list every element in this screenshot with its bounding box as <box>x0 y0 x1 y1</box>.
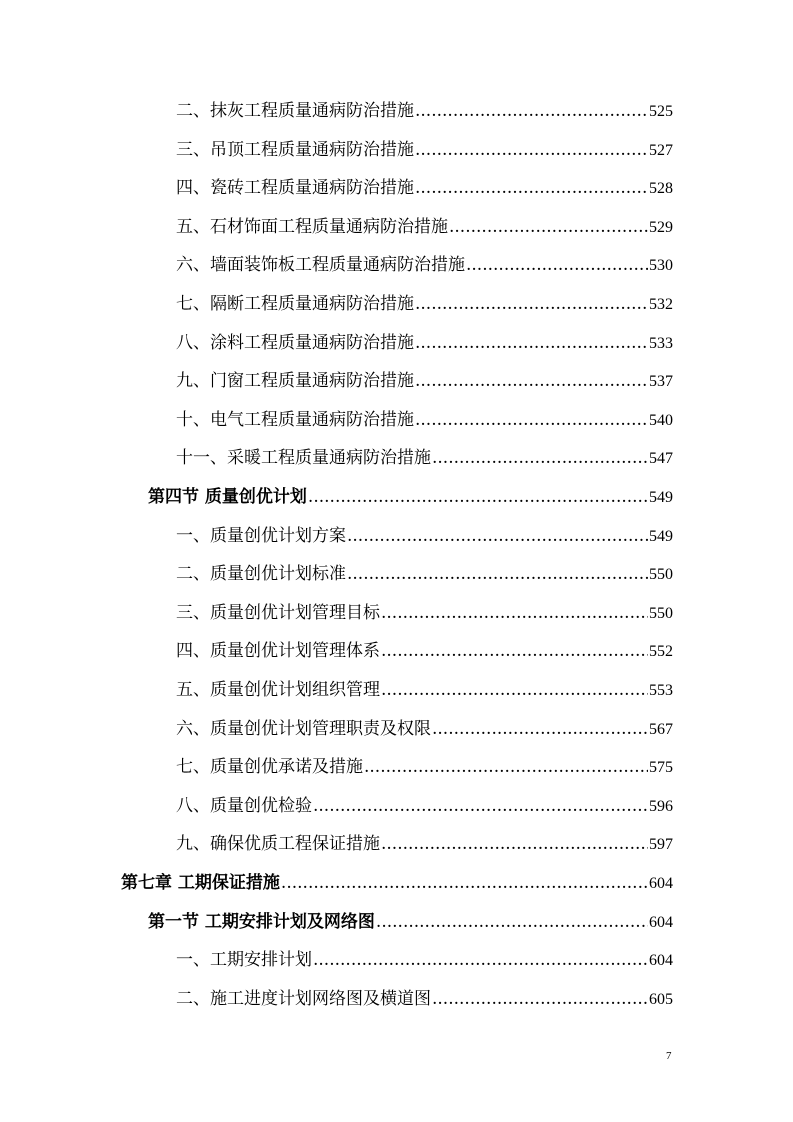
toc-entry-section[interactable] <box>148 482 673 512</box>
toc-entry-label: 十、电气工程质量通病防治措施 <box>176 409 414 430</box>
toc-entry-page: 537 <box>649 373 673 391</box>
toc-entry-page: 575 <box>649 759 673 777</box>
toc-entry-page: 597 <box>649 836 673 854</box>
toc-leader-dots <box>415 328 648 358</box>
toc-entry-label: 八、涂料工程质量通病防治措施 <box>176 332 414 353</box>
toc-entry-page: 549 <box>649 527 673 545</box>
toc-entry-page: 527 <box>649 141 673 159</box>
toc-entry[interactable] <box>176 289 673 319</box>
toc-leader-dots <box>281 868 648 898</box>
toc-entry-page: 550 <box>649 566 673 584</box>
toc-entry[interactable] <box>176 521 673 551</box>
toc-entry-label: 九、门窗工程质量通病防治措施 <box>176 371 414 392</box>
toc-leader-dots <box>381 829 648 859</box>
toc-leader-dots <box>449 212 648 242</box>
toc-entry[interactable] <box>176 829 673 859</box>
toc-entry-page: 550 <box>649 604 673 622</box>
toc-entry-label: 二、施工进度计划网络图及横道图 <box>176 988 431 1009</box>
toc-leader-dots <box>313 945 648 975</box>
toc-leader-dots <box>308 482 648 512</box>
toc-entry[interactable] <box>176 212 673 242</box>
toc-entry-label: 二、抹灰工程质量通病防治措施 <box>176 101 414 121</box>
toc-entry[interactable] <box>176 405 673 435</box>
toc-leader-dots <box>415 366 648 396</box>
toc-entry-page: 604 <box>649 875 673 892</box>
toc-entry-page: 552 <box>649 643 673 661</box>
toc-leader-dots <box>415 96 648 126</box>
toc-entry-page: 525 <box>649 103 673 120</box>
toc-entry-label: 四、质量创优计划管理体系 <box>176 641 380 662</box>
toc-entry-label: 三、质量创优计划管理目标 <box>176 602 380 623</box>
toc-entry-label: 七、质量创优承诺及措施 <box>176 757 363 778</box>
toc-entry-page: 529 <box>649 218 673 236</box>
toc-entry-label: 五、石材饰面工程质量通病防治措施 <box>176 216 448 237</box>
toc-entry[interactable] <box>176 135 673 165</box>
toc-entry-page: 553 <box>649 682 673 699</box>
toc-entry-page: 530 <box>649 257 673 275</box>
toc-entry-chapter[interactable] <box>121 868 673 898</box>
toc-entry[interactable] <box>176 636 673 666</box>
toc-entry[interactable] <box>176 945 673 975</box>
toc-entry-page: 528 <box>649 180 673 198</box>
toc-leader-dots <box>466 250 648 280</box>
toc-entry[interactable] <box>176 598 673 628</box>
toc-entry[interactable] <box>176 714 673 744</box>
toc-leader-dots <box>415 135 648 165</box>
toc-entry[interactable] <box>176 559 673 589</box>
toc-entry-label: 六、墙面装饰板工程质量通病防治措施 <box>176 255 465 276</box>
page-number: 7 <box>666 1050 672 1062</box>
toc-entry-label: 八、质量创优检验 <box>176 795 312 816</box>
toc-entry[interactable] <box>176 675 673 705</box>
toc-entry[interactable] <box>176 328 673 358</box>
toc-entry[interactable] <box>176 791 673 821</box>
toc-leader-dots <box>347 521 648 551</box>
toc-entry-label: 七、隔断工程质量通病防治措施 <box>176 294 414 314</box>
toc-entry-label: 第四节 质量创优计划 <box>148 487 307 507</box>
toc-entry-label: 第一节 工期安排计划及网络图 <box>148 911 375 932</box>
toc-entry-label: 二、质量创优计划标准 <box>176 564 346 585</box>
toc-entry-page: 567 <box>649 720 673 738</box>
toc-leader-dots <box>381 636 648 666</box>
toc-leader-dots <box>432 984 648 1014</box>
toc-entry-label: 六、质量创优计划管理职责及权限 <box>176 718 431 739</box>
toc-leader-dots <box>381 675 648 705</box>
toc-entry-page: 533 <box>649 334 673 352</box>
toc-entry-label: 五、质量创优计划组织管理 <box>176 680 380 700</box>
toc-entry-page: 605 <box>649 990 673 1008</box>
toc-entry[interactable] <box>176 443 673 473</box>
toc-entry-label: 九、确保优质工程保证措施 <box>176 834 380 855</box>
toc-entry-label: 一、工期安排计划 <box>176 950 312 971</box>
toc-entry-page: 540 <box>649 411 673 429</box>
toc-entry-page: 604 <box>649 952 673 970</box>
toc-leader-dots <box>376 907 648 937</box>
toc-entry-page: 532 <box>649 296 673 313</box>
toc-entry[interactable] <box>176 96 673 126</box>
toc-leader-dots <box>347 559 648 589</box>
toc-entry[interactable] <box>176 366 673 396</box>
toc-entry-label: 第七章 工期保证措施 <box>121 873 280 893</box>
toc-leader-dots <box>415 173 648 203</box>
toc-leader-dots <box>415 289 648 319</box>
toc-leader-dots <box>364 752 648 782</box>
toc-entry-page: 547 <box>649 450 673 468</box>
toc-entry-label: 一、质量创优计划方案 <box>176 525 346 546</box>
toc-entry-page: 549 <box>649 489 673 506</box>
toc-entry-page: 596 <box>649 797 673 815</box>
toc-entry-label: 三、吊顶工程质量通病防治措施 <box>176 139 414 160</box>
toc-entry-page: 604 <box>649 913 673 931</box>
toc-leader-dots <box>415 405 648 435</box>
toc-entry[interactable] <box>176 752 673 782</box>
toc-entry[interactable] <box>176 250 673 280</box>
toc-entry-label: 十一、采暖工程质量通病防治措施 <box>176 448 431 469</box>
toc-entry[interactable] <box>176 173 673 203</box>
toc-entry-section[interactable] <box>148 907 673 937</box>
toc-entry[interactable] <box>176 984 673 1014</box>
toc-leader-dots <box>432 443 648 473</box>
toc-leader-dots <box>381 598 648 628</box>
toc-leader-dots <box>432 714 648 744</box>
toc-leader-dots <box>313 791 648 821</box>
toc-entry-label: 四、瓷砖工程质量通病防治措施 <box>176 178 414 199</box>
